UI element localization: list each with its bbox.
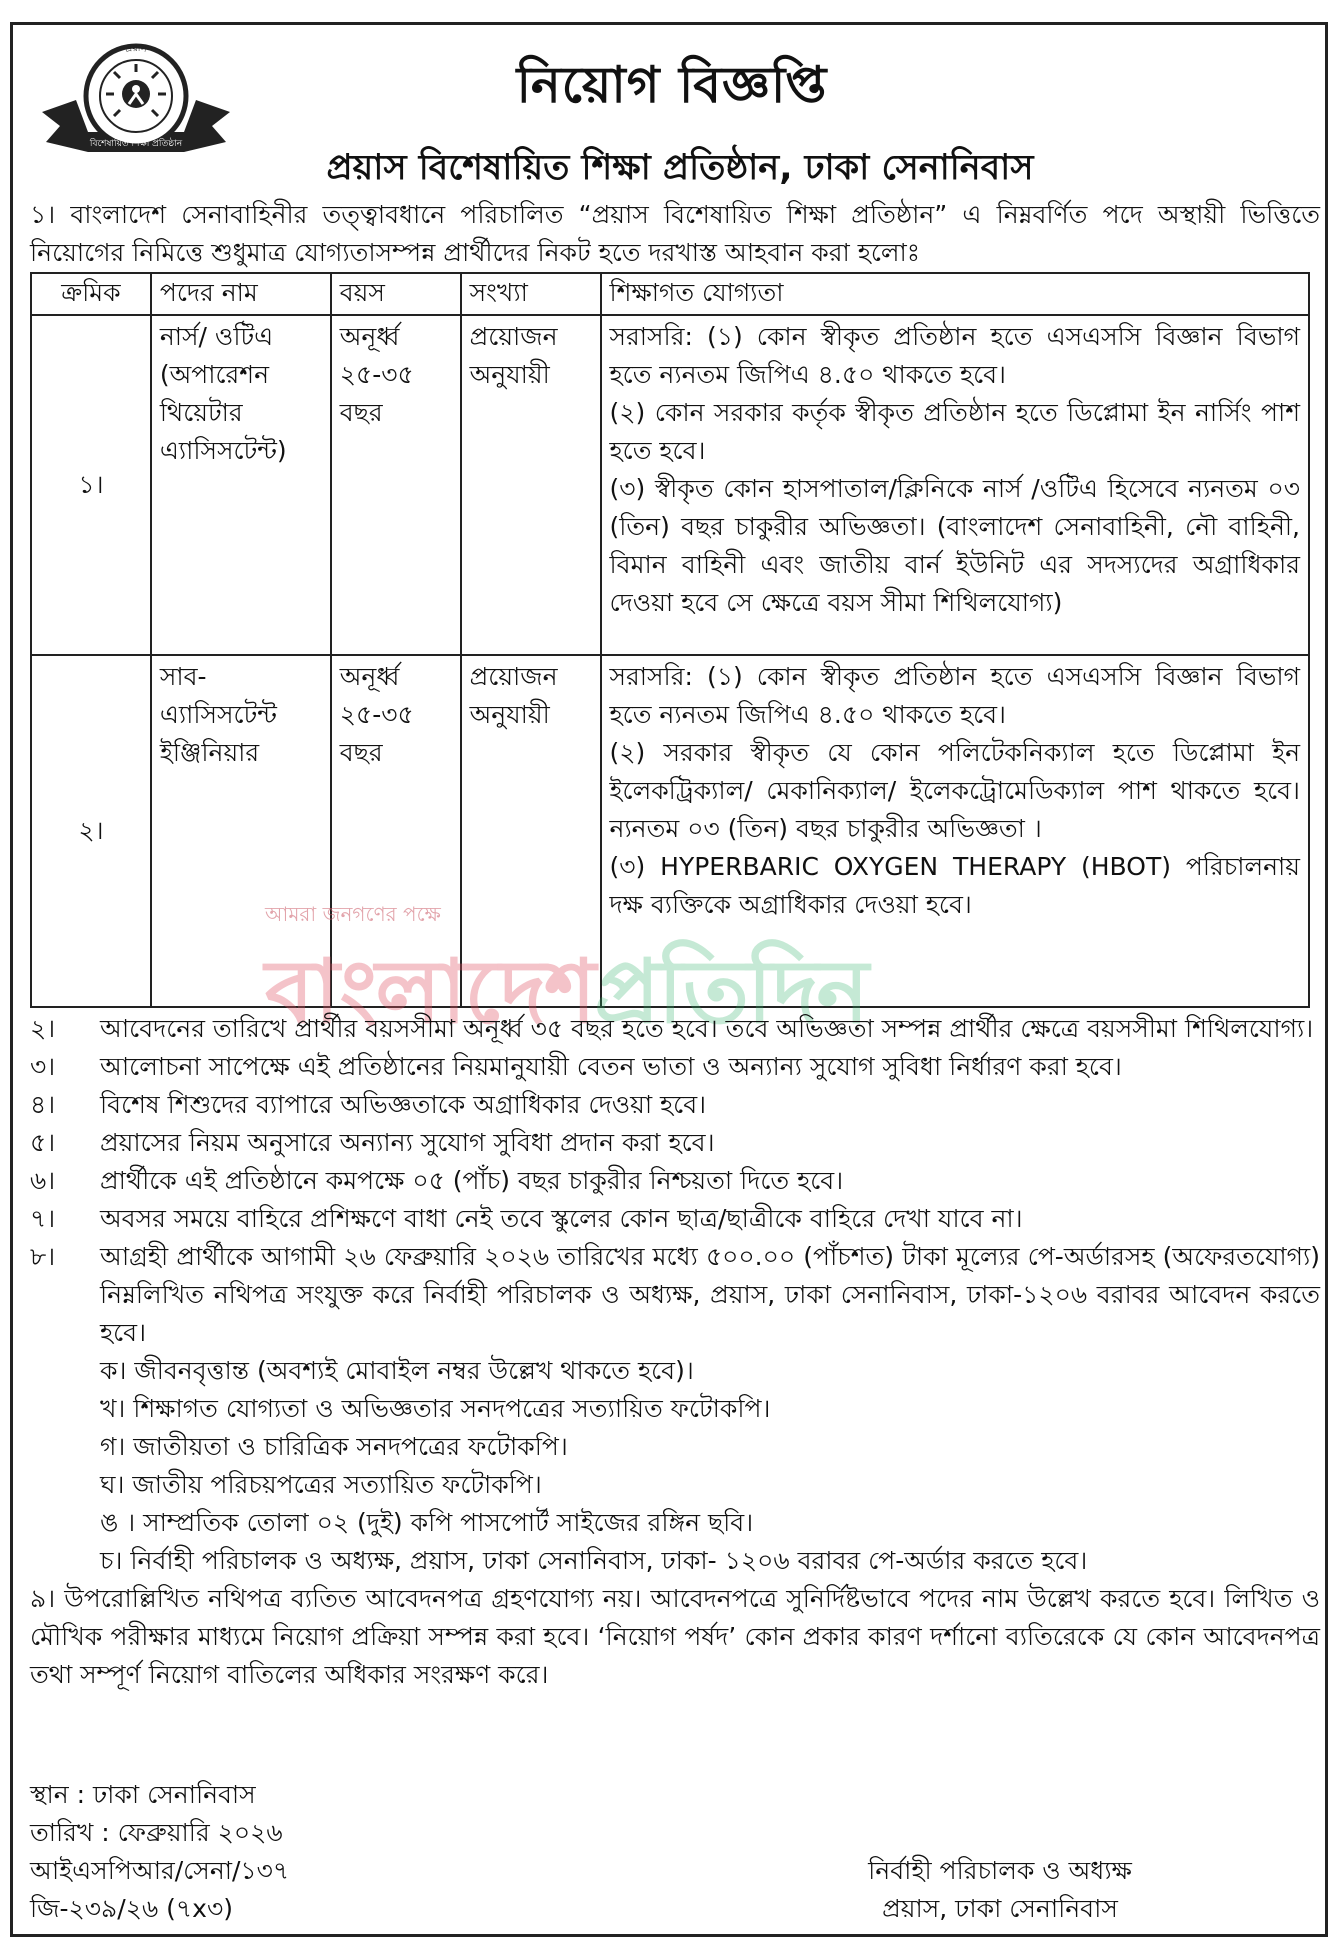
list-item: [30, 1238, 1320, 1352]
header-age: বয়স: [331, 273, 461, 315]
footer-date: তারিখ : ফেব্রুয়ারি ২০২৬: [30, 1818, 283, 1847]
document-item: ক। জীবনবৃত্তান্ত (অবশ্যই মোবাইল নম্বর উল্লেখ থাকতে হবে)।: [100, 1356, 694, 1385]
watermark-name-part2: প্রতিদিন: [594, 940, 867, 1043]
watermark-tagline: আমরা জনগণের পক্ষে: [265, 902, 441, 926]
header-post: পদের নাম: [151, 273, 331, 315]
term-number: ৪।: [30, 1090, 56, 1119]
header-count: সংখ্যা: [461, 273, 601, 315]
signatory-block: [840, 1852, 1160, 1928]
terms-list: [30, 1010, 1320, 1694]
qualification-item: (২) সরকার স্বীকৃত যে কোন পলিটেকনিক্যাল হতে ডিপ্লোমা ইন ইলেকট্রিক্যাল/ মেকানিক্যাল/ ইলেকট্রোমেডিক্যাল পাশ থাকতে হবে। ন্যনতম ০৩ (তিন) বছর চাকুরীর অভিজ্ঞতা ।: [609, 738, 1300, 843]
document-item: খ। শিক্ষাগত যোগ্যতা ও অভিজ্ঞতার সনদপত্রের সত্যায়িত ফটোকপি।: [100, 1394, 771, 1423]
logo-ribbon-text: বিশেষায়িত শিক্ষা প্রতিষ্ঠান: [89, 139, 183, 149]
row-serial: ২।: [31, 655, 151, 1007]
term-number: ৬।: [30, 1166, 56, 1195]
term-text: আগ্রহী প্রার্থীকে আগামী ২৬ ফেব্রুয়ারি ২০২৬ তারিখের মধ্যে ৫০০.০০ (পাঁচশত) টাকা মূল্যের পে-অর্ডারসহ (অফেরতযোগ্য) নিম্নলিখিত নথিপত্র সংযুক্ত করে নির্বাহী পরিচালক ও অধ্যক্ষ, প্রয়াস, ঢাকা সেনানিবাস, ঢাকা-১২০৬ বরাবর আবেদন করতে হবে।: [100, 1242, 1320, 1347]
qualification-item: সরাসরি: (১) কোন স্বীকৃত প্রতিষ্ঠান হতে এসএসসি বিজ্ঞান বিভাগ হতে ন্যনতম জিপিএ ৪.৫০ থাকতে হবে।: [609, 662, 1300, 729]
row-count: প্রয়োজন অনুযায়ী: [461, 315, 601, 655]
row-post: নার্স/ ওটিএ (অপারেশন থিয়েটার এ্যাসিসটেন্ট): [151, 315, 331, 655]
list-item: [30, 1048, 1320, 1086]
document-item: চ। নির্বাহী পরিচালক ও অধ্যক্ষ, প্রয়াস, ঢাকা সেনানিবাস, ঢাকা- ১২০৬ বরাবর পে-অর্ডার করতে হবে।: [100, 1546, 1088, 1575]
qualification-item: সরাসরি: (১) কোন স্বীকৃত প্রতিষ্ঠান হতে এসএসসি বিজ্ঞান বিভাগ হতে ন্যনতম জিপিএ ৪.৫০ থাকতে হবে।: [609, 322, 1300, 389]
qualification-item: (৩) HYPERBARIC OXYGEN THERAPY (HBOT) পরিচালনায় দক্ষ ব্যক্তিকে অগ্রাধিকার দেওয়া হবে।: [609, 852, 1300, 919]
document-item: গ। জাতীয়তা ও চারিত্রিক সনদপত্রের ফটোকপি।: [100, 1432, 568, 1461]
required-documents: [100, 1352, 1320, 1580]
list-item: [30, 1200, 1320, 1238]
term-number: ২।: [30, 1014, 56, 1043]
intro-paragraph: ১। বাংলাদেশ সেনাবাহিনীর তত্ত্বাবধানে পরিচালিত “প্রয়াস বিশেষায়িত শিক্ষা প্রতিষ্ঠান” এ নিম্নবর্ণিত পদে অস্থায়ী ভিত্তিতে নিয়োগের নিমিত্তে শুধুমাত্র যোগ্যতাসম্পন্ন প্রার্থীদের নিকট হতে দরখাস্ত আহবান করা হলোঃ: [30, 200, 1320, 267]
row-age: অনূর্ধ্ব ২৫-৩৫ বছর: [331, 655, 461, 1007]
document-item: ঙ । সাম্প্রতিক তোলা ০২ (দুই) কপি পাসপোর্ট সাইজের রঙ্গিন ছবি।: [100, 1508, 754, 1537]
row-serial: ১।: [31, 315, 151, 655]
term-text: প্রার্থীকে এই প্রতিষ্ঠানে কমপক্ষে ০৫ (পাঁচ) বছর চাকুরীর নিশ্চয়তা দিতে হবে।: [100, 1166, 844, 1195]
list-item: [30, 1086, 1320, 1124]
note-paragraph: ৯। উপরোল্লিখিত নথিপত্র ব্যতিত আবেদনপত্র গ্রহণযোগ্য নয়। আবেদনপত্রে সুনির্দিষ্টভাবে পদের নাম উল্লেখ করতে হবে। লিখিত ও মৌখিক পরীক্ষার মাধ্যমে নিয়োগ প্রক্রিয়া সম্পন্ন করা হবে। ‘নিয়োগ পর্ষদ’ কোন প্রকার কারণ দর্শানো ব্যতিরেকে যে কোন আবেদনপত্র তথা সম্পূর্ণ নিয়োগ বাতিলের অধিকার সংরক্ষণ করে।: [30, 1584, 1320, 1689]
footer-ref: আইএসপিআর/সেনা/১৩৭: [30, 1856, 290, 1885]
signatory-org: প্রয়াস, ঢাকা সেনানিবাস: [882, 1894, 1118, 1923]
footer-details: [30, 1776, 289, 1928]
term-text: আলোচনা সাপেক্ষে এই প্রতিষ্ঠানের নিয়মানুযায়ী বেতন ভাতা ও অন্যান্য সুযোগ সুবিধা নির্ধারণ করা হবে।: [100, 1052, 1122, 1081]
term-text: প্রয়াসের নিয়ম অনুসারে অন্যান্য সুযোগ সুবিধা প্রদান করা হবে।: [100, 1128, 715, 1157]
term-number: ৫।: [30, 1128, 56, 1157]
signatory-title: নির্বাহী পরিচালক ও অধ্যক্ষ: [868, 1856, 1132, 1885]
qualification-item: (২) কোন সরকার কর্তৃক স্বীকৃত প্রতিষ্ঠান হতে ডিপ্লোমা ইন নার্সিং পাশ হতে হবে।: [609, 398, 1300, 465]
row-post: সাব-এ্যাসিসটেন্ট ইঞ্জিনিয়ার: [151, 655, 331, 1007]
notice-title: নিয়োগ বিজ্ঞপ্তি: [516, 56, 828, 114]
term-text: অবসর সময়ে বাহিরে প্রশিক্ষণে বাধা নেই তবে স্কুলের কোন ছাত্র/ছাত্রীকে বাহিরে দেখা যাবে না।: [100, 1204, 1023, 1233]
term-number: ৮।: [30, 1242, 56, 1271]
qualification-item: (৩) স্বীকৃত কোন হাসপাতাল/ক্লিনিকে নার্স /ওটিএ হিসেবে ন্যনতম ০৩ (তিন) বছর চাকুরীর অভিজ্ঞতা। (বাংলাদেশ সেনাবাহিনী, নৌ বাহিনী, বিমান বাহিনী এবং জাতীয় বার্ন ইউনিট এর সদস্যদের অগ্রাধিকার দেওয়া হবে সে ক্ষেত্রে বয়স সীমা শিথিলযোগ্য): [609, 474, 1300, 617]
institution-name: প্রয়াস বিশেষায়িত শিক্ষা প্রতিষ্ঠান, ঢাকা সেনানিবাস: [326, 148, 1034, 188]
footer-code: জি-২৩৯/২৬ (৭x৩): [30, 1894, 233, 1923]
list-item: [30, 1124, 1320, 1162]
document-item: ঘ। জাতীয় পরিচয়পত্রের সত্যায়িত ফটোকপি।: [100, 1470, 542, 1499]
term-number: ৭।: [30, 1204, 56, 1233]
row-age: অনূর্ধ্ব ২৫-৩৫ বছর: [331, 315, 461, 655]
term-text: আবেদনের তারিখে প্রার্থীর বয়সসীমা অনূর্ধ্ব ৩৫ বছর হতে হবে। তবে অভিজ্ঞতা সম্পন্ন প্রার্থীর ক্ষেত্রে বয়সসীমা শিথিলযোগ্য।: [100, 1014, 1314, 1043]
table-row: [31, 315, 1309, 655]
footer-place: স্থান : ঢাকা সেনানিবাস: [30, 1780, 256, 1809]
list-item: [30, 1162, 1320, 1200]
row-count: প্রয়োজন অনুযায়ী: [461, 655, 601, 1007]
logo-top-text: প্রয়াস: [124, 43, 148, 56]
row-qualification: [601, 315, 1309, 655]
watermark-name-part1: বাংলাদেশ: [265, 940, 595, 1043]
header-serial: ক্রমিক: [31, 273, 151, 315]
list-item: [30, 1010, 1320, 1048]
vacancy-table: [30, 272, 1310, 1008]
header-qualification: শিক্ষাগত যোগ্যতা: [601, 273, 1309, 315]
term-number: ৩।: [30, 1052, 56, 1081]
table-header-row: [31, 273, 1309, 315]
term-text: বিশেষ শিশুদের ব্যাপারে অভিজ্ঞতাকে অগ্রাধিকার দেওয়া হবে।: [100, 1090, 707, 1119]
